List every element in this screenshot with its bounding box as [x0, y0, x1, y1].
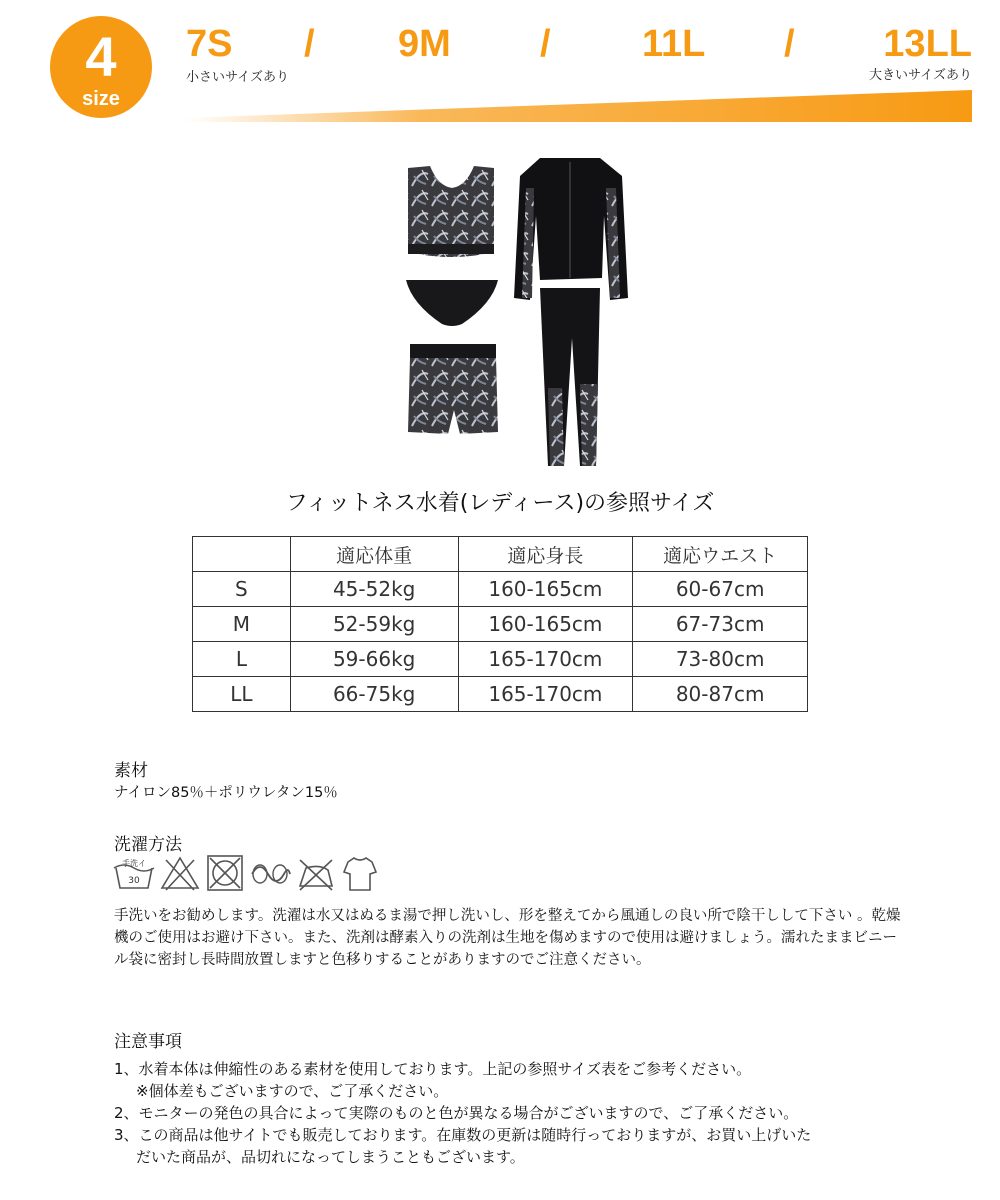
- bikini-bottom-image: [406, 280, 498, 326]
- dry-flat-shade-icon: [344, 858, 376, 890]
- product-image: [390, 148, 630, 470]
- table-row: [193, 642, 808, 677]
- table-row: [193, 572, 808, 607]
- no-bleach-icon: [162, 858, 198, 890]
- no-iron-icon: [300, 860, 332, 890]
- sports-bra-image: [408, 166, 494, 257]
- note-sub-line: だいた商品が、品切れになってしまうこともございます。: [136, 1148, 525, 1166]
- material-text: ナイロン85％＋ポリウレタン15％: [114, 785, 338, 801]
- size-range-row: [186, 22, 972, 66]
- table-header-row: [193, 537, 808, 572]
- size-table-title: フィットネス水着(レディース)の参照サイズ: [285, 491, 715, 516]
- large-size-note: 大きいサイズあり: [869, 68, 972, 83]
- table-cell: 59-66kg: [290, 642, 458, 677]
- list-item: [114, 1124, 914, 1168]
- table-row: [193, 607, 808, 642]
- table-row: [193, 677, 808, 712]
- table-cell: 160-165cm: [458, 607, 633, 642]
- list-item: [114, 1058, 914, 1102]
- shorts-image: [408, 344, 498, 434]
- hand-wash-temp: 30: [128, 876, 140, 886]
- jacket-image: [514, 158, 628, 300]
- badge-number: 4: [85, 25, 117, 88]
- size-13ll: 13LL: [883, 23, 972, 65]
- list-item: [114, 1102, 914, 1124]
- table-header-cell: 適応体重: [290, 537, 458, 572]
- table-cell: L: [193, 642, 291, 677]
- table-header-cell: [193, 537, 291, 572]
- notes-title: 注意事項: [114, 1032, 182, 1052]
- table-cell: S: [193, 572, 291, 607]
- leggings-image: [540, 288, 600, 466]
- badge-label: size: [82, 88, 120, 110]
- table-cell: 165-170cm: [458, 677, 633, 712]
- table-cell: 67-73cm: [633, 607, 808, 642]
- size-9m: 9M: [398, 23, 451, 65]
- hand-wash-30-icon: [114, 858, 154, 888]
- small-size-note: 小さいサイズあり: [186, 70, 289, 85]
- size-11l: 11L: [642, 23, 706, 65]
- table-cell: 165-170cm: [458, 642, 633, 677]
- table-cell: 73-80cm: [633, 642, 808, 677]
- hand-wash-label: 手洗イ: [122, 859, 146, 868]
- note-line: 1、水着本体は伸縮性のある素材を使用しております。上記の参照サイズ表をご参考ください。: [114, 1060, 752, 1078]
- wring-gently-icon: [252, 865, 290, 883]
- size-separator: /: [784, 23, 795, 65]
- table-cell: 160-165cm: [458, 572, 633, 607]
- orange-accent-bar: [0, 88, 1000, 124]
- size-table: [192, 536, 808, 712]
- table-cell: 66-75kg: [290, 677, 458, 712]
- table-header-cell: 適応ウエスト: [633, 537, 808, 572]
- table-cell: 60-67cm: [633, 572, 808, 607]
- table-cell: 52-59kg: [290, 607, 458, 642]
- material-title: 素材: [114, 761, 148, 781]
- size-separator: /: [540, 23, 551, 65]
- note-sub-line: ※個体差もございますので、ご了承ください。: [136, 1082, 449, 1100]
- size-7s: 7S: [186, 23, 233, 65]
- note-line: 2、モニターの発色の具合によって実際のものと色が異なる場合がございますので、ご了承ください。: [114, 1104, 799, 1122]
- notes-list: [114, 1058, 914, 1168]
- table-header-cell: 適応身長: [458, 537, 633, 572]
- note-line: 3、この商品は他サイトでも販売しております。在庫数の更新は随時行っておりますが、お買い上げいた: [114, 1126, 812, 1144]
- wash-description: 手洗いをお勧めします。洗濯は水又はぬるま湯で押し洗いし、形を整えてから風通しの良い所で陰干しして下さい 。乾燥機のご使用はお避け下さい。また、洗剤は酵素入りの洗剤は生地を傷めますので使用は避けましょう。濡れたままビニール袋に密封し長時間放置しますと色移りすることがありますのでご注意ください。: [114, 908, 901, 968]
- table-cell: 45-52kg: [290, 572, 458, 607]
- table-cell: LL: [193, 677, 291, 712]
- size-separator: /: [304, 23, 315, 65]
- no-tumble-dry-icon: [208, 856, 242, 890]
- table-cell: M: [193, 607, 291, 642]
- wash-title: 洗濯方法: [114, 835, 182, 855]
- wash-icons-row: [112, 854, 382, 894]
- table-cell: 80-87cm: [633, 677, 808, 712]
